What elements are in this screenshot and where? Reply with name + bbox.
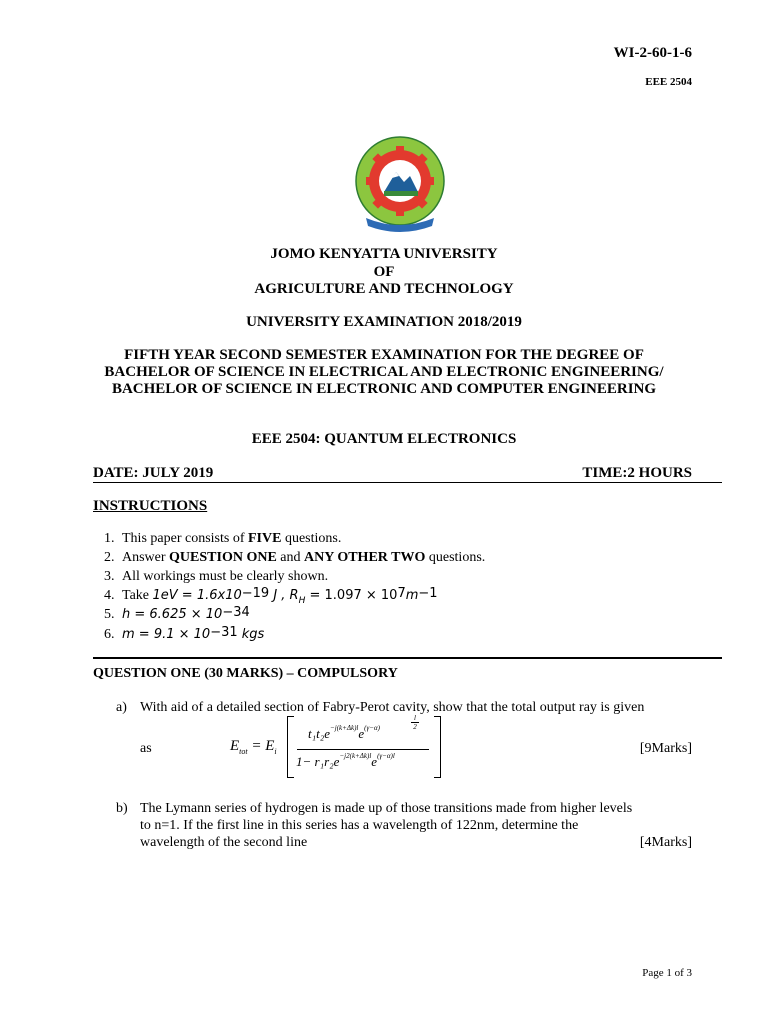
university-agri-tech: AGRICULTURE AND TECHNOLOGY	[254, 281, 514, 297]
numerator-fraction: l 2	[411, 714, 419, 731]
exam-time: TIME:2 HOURS	[582, 465, 692, 481]
course-code-header: EEE 2504	[645, 76, 692, 88]
question-a-as: as	[140, 741, 152, 756]
question-b-marks: [4Marks]	[639, 835, 692, 850]
question-b-line-2: to n=1. If the first line in this series has a wavelength of 122nm, determine the	[140, 818, 579, 833]
instruction-1: 1. This paper consists of FIVE questions.	[104, 531, 342, 546]
course-title: EEE 2504: QUANTUM ELECTRONICS	[251, 431, 517, 447]
degree-line-1: FIFTH YEAR SECOND SEMESTER EXAMINATION FOR THE DEGREE OF	[124, 347, 644, 363]
question-b-label: b)	[116, 801, 128, 816]
right-bracket	[434, 716, 441, 778]
instruction-4: 4. Take $1eV = 1.6x10^{-19}$ J , $R_H = 1.097 \times 10^7m^{-1}$	[104, 586, 438, 606]
degree-line-3: BACHELOR OF SCIENCE IN ELECTRONIC AND COMPUTER ENGINEERING	[111, 381, 657, 397]
instruction-5: 5. $h = 6.625 \times 10^{-34}$	[104, 605, 250, 622]
university-of: OF	[373, 264, 395, 280]
question-a-text: With aid of a detailed section of Fabry-Perot cavity, show that the total output ray is given	[140, 700, 645, 715]
instruction-3: 3. All workings must be clearly shown.	[104, 569, 329, 584]
document-code: WI-2-60-1-6	[613, 45, 692, 61]
question-a-label: a)	[116, 700, 127, 715]
fraction-bar	[297, 749, 429, 750]
fabry-perot-equation: $E_{tot} = E_i$ $t_1t_2e^{-j(k+\Delta k)l}e^{(\gamma-\alpha)}$ l 2 $1- r_1r_2e^{-j2(k+\Delta k)l}e^{(\gamma-\alpha)l}$	[230, 714, 450, 780]
equation-numerator: $t_1t_2e^{-j(k+\Delta k)l}e^{(\gamma-\alpha)}$	[308, 724, 380, 741]
left-bracket	[287, 716, 294, 778]
instruction-6: 6. $m = 9.1 \times 10^{-31}$ kgs	[104, 625, 265, 642]
page-number: Page 1 of 3	[642, 967, 692, 979]
degree-line-2: BACHELOR OF SCIENCE IN ELECTRICAL AND ELECTRONIC ENGINEERING/	[104, 364, 664, 380]
question-one-heading: QUESTION ONE (30 MARKS) – COMPULSORY	[93, 666, 398, 681]
instructions-heading: INSTRUCTIONS	[93, 498, 208, 514]
exam-date: DATE: JULY 2019	[93, 465, 214, 481]
question-b-line-3: wavelength of the second line	[140, 835, 308, 850]
header-divider	[93, 482, 722, 483]
question-b-line-1: The Lymann series of hydrogen is made up of those transitions made from higher levels	[140, 801, 633, 816]
university-logo	[344, 136, 456, 234]
university-name: JOMO KENYATTA UNIVERSITY	[270, 246, 498, 262]
exam-title: UNIVERSITY EXAMINATION 2018/2019	[246, 314, 522, 330]
instruction-2: 2. Answer QUESTION ONE and ANY OTHER TWO questions.	[104, 550, 486, 565]
section-divider	[93, 657, 722, 659]
equation-denominator: $1- r_1r_2e^{-j2(k+\Delta k)l}e^{(\gamma-\alpha)l}$	[296, 752, 395, 769]
question-a-marks: [9Marks]	[639, 741, 692, 756]
